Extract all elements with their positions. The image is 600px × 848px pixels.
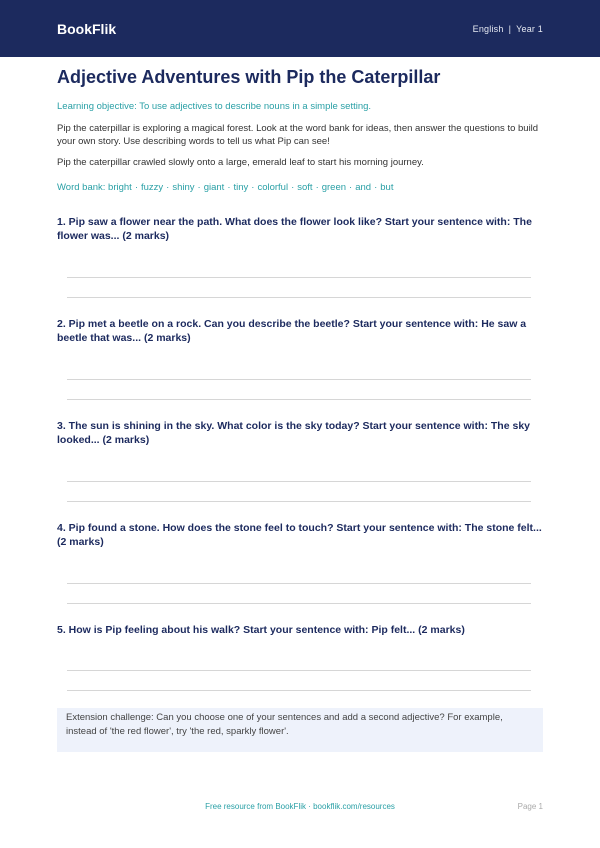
answer-line[interactable] <box>67 670 531 671</box>
word-bank-word: fuzzy <box>140 182 164 193</box>
subject-breadcrumb <box>473 24 543 34</box>
answer-line[interactable] <box>67 690 531 691</box>
word-bank-label: Word bank: <box>57 182 106 193</box>
top-bar <box>0 0 600 57</box>
word-bank-word: colorful <box>257 182 289 193</box>
breadcrumb-separator: | <box>508 23 512 34</box>
answer-line[interactable] <box>67 481 531 482</box>
answer-line[interactable] <box>67 399 531 400</box>
page-number: Page 1 <box>517 802 543 811</box>
question-5: 5. How is Pip feeling about his walk? Start your sentence with: Pip felt... (2 marks) <box>57 624 465 636</box>
page-title: Adjective Adventures with Pip the Caterpillar <box>57 67 441 87</box>
word-bank-word: green <box>321 182 347 193</box>
word-bank-word: soft <box>297 182 313 193</box>
year-label: Year 1 <box>516 23 543 34</box>
word-bank-word: and <box>355 182 372 193</box>
answer-line[interactable] <box>67 501 531 502</box>
answer-line[interactable] <box>67 297 531 298</box>
footer-link[interactable]: Free resource from BookFlik · bookflik.com/resources <box>205 802 395 811</box>
learning-objective: Learning objective: To use adjectives to describe nouns in a simple setting. <box>57 101 372 112</box>
question-2: 2. Pip met a beetle on a rock. Can you describe the beetle? Start your sentence with: He saw a beetle that was... (2 marks) <box>57 318 527 344</box>
word-bank-word: shiny <box>172 182 195 193</box>
word-bank-word: giant <box>203 182 225 193</box>
answer-line[interactable] <box>67 379 531 380</box>
word-bank: Word bank: bright · fuzzy · shiny · giant · tiny · colorful · soft · green · and · but <box>57 182 394 193</box>
extension-challenge: Extension challenge: Can you choose one of your sentences and add a second adjective? For example, instead of 'the red flower', try 'the red, sparkly flower'. <box>57 708 543 752</box>
word-bank-word: bright <box>108 182 132 193</box>
worksheet-intro <box>57 66 543 194</box>
answer-line[interactable] <box>67 603 531 604</box>
answer-line[interactable] <box>67 583 531 584</box>
subject-label: English <box>472 23 504 34</box>
answer-line[interactable] <box>67 277 531 278</box>
question-1: 1. Pip saw a flower near the path. What does the flower look like? Start your sentence with: The flower was... (2 marks) <box>57 216 532 242</box>
story-line: Pip the caterpillar crawled slowly onto a large, emerald leaf to start his morning journey. <box>57 157 424 168</box>
word-bank-word: but <box>380 182 394 193</box>
word-bank-word: tiny <box>233 182 249 193</box>
question-4: 4. Pip found a stone. How does the stone feel to touch? Start your sentence with: The stone felt... (2 marks) <box>57 522 542 548</box>
question-3: 3. The sun is shining in the sky. What color is the sky today? Start your sentence with: The sky looked... (2 marks) <box>57 420 530 446</box>
intro-paragraph: Pip the caterpillar is exploring a magical forest. Look at the word bank for ideas, then answer the questions to build your own story. Use describing words to tell us what Pip can see! <box>57 123 539 147</box>
brand-logo[interactable]: BookFlik <box>57 20 117 37</box>
